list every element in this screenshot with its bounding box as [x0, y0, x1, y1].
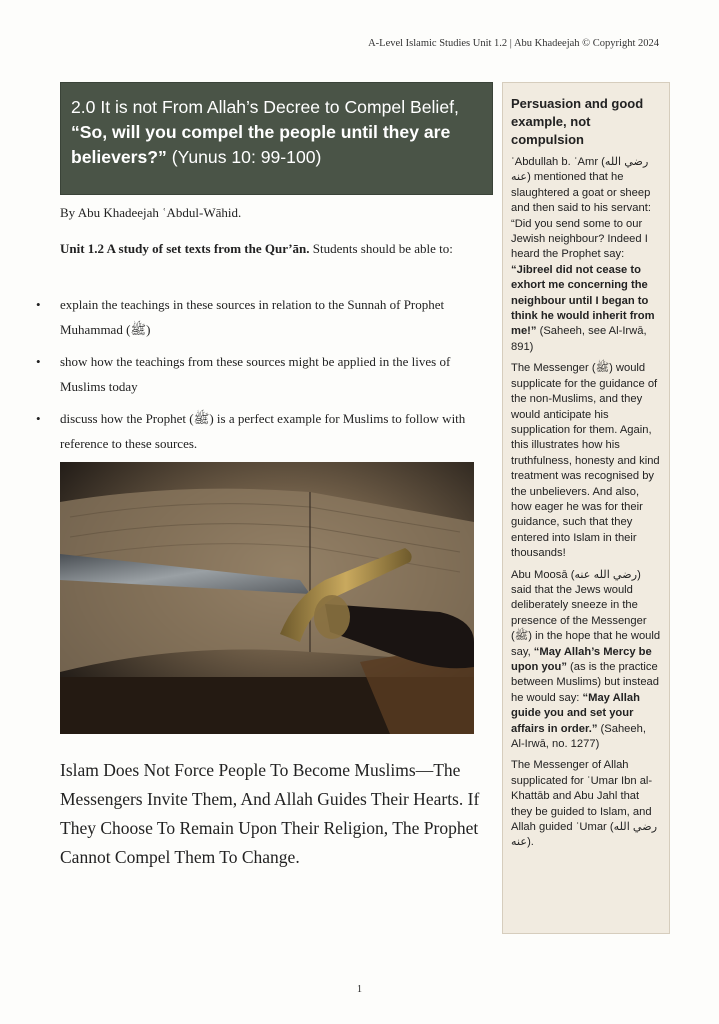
title-part2: (Yunus 10: 99-100)	[166, 147, 322, 167]
list-item	[36, 349, 485, 399]
bullet-icon: •	[36, 297, 41, 312]
sidebar-heading: Persuasion and good example, not compulsion	[511, 96, 644, 147]
sidebar-bold-text: “Jibreel did not cease to exhort me concerning the neighbour until I began to think he would inherit from me!”	[511, 263, 655, 338]
book-and-sword-photo	[60, 462, 474, 734]
unit-heading: Unit 1.2 A study of set texts from the Qur’ān.	[60, 241, 310, 256]
sidebar-paragraph	[511, 155, 661, 355]
sidebar-paragraph: The Messenger (ﷺ) would supplicate for the guidance of the non-Muslims, and they would anticipate his supplication for them. Again, this illustrates how his truthfulness, honesty and kind treatment was recognised by the unbelievers. And also, how eager he was for their guidance, such that they entered into Islam in their thousands!	[511, 362, 660, 560]
unit-intro	[60, 236, 480, 261]
objectives-list	[36, 292, 485, 463]
page-header: A-Level Islamic Studies Unit 1.2 | Abu Khadeejah © Copyright 2024	[368, 38, 659, 49]
list-item-text: explain the teachings in these sources in relation to the Sunnah of Prophet Muhammad (ﷺ)	[60, 297, 445, 337]
sidebar-box	[502, 82, 670, 934]
list-item	[36, 292, 485, 342]
author-line: By Abu Khadeejah ʿAbdul-Wāhid.	[60, 205, 242, 220]
sidebar-text: Abu Moosā (رضي الله عنه) said that the Jews would deliberately sneeze in the presence of the Messenger (ﷺ) in the hope that he would say,	[511, 568, 661, 658]
sidebar-bold-text: “May Allah’s Mercy be upon you”	[511, 645, 652, 673]
sidebar-text: (Saheeh, see Al-Irwā, 891)	[511, 325, 647, 353]
title-part1: 2.0 It is not From Allah’s Decree to Compel Belief,	[71, 97, 459, 117]
key-quote: Islam Does Not Force People To Become Muslims—The Messengers Invite Them, And Allah Guides Their Hearts. If They Choose To Remain Upon Their Religion, The Prophet Cannot Compel Them To Change.	[60, 760, 480, 867]
sidebar-text: (as is the practice between Muslims) but instead he would say:	[511, 661, 659, 704]
sidebar-bold-text: “May Allah guide you and set your affairs in order.”	[511, 691, 640, 735]
bullet-icon: •	[36, 411, 41, 426]
list-item-text: discuss how the Prophet (ﷺ) is a perfect example for Muslims to follow with reference to these sources.	[60, 411, 466, 451]
sidebar-text: ʿAbdullah b. ʿAmr (رضي الله عنه) mentioned that he slaughtered a goat or sheep and then said to his servant: “Did you send some to our Jewish neighbour? Indeed I heard the Prophet say:	[511, 156, 651, 261]
unit-rest: Students should be able to:	[309, 241, 453, 256]
title-bold-quote: “So, will you compel the people until they are believers?”	[71, 122, 451, 167]
sidebar-paragraph: The Messenger of Allah supplicated for ʿUmar Ibn al-Khattāb and Abu Jahl that they be guided to Islam, and Allah guided ʿUmar (رضي الله عنه).	[511, 759, 658, 849]
title-box	[60, 82, 493, 195]
bullet-icon: •	[36, 354, 41, 369]
list-item	[36, 406, 485, 456]
sidebar-text: (Saheeh, Al-Irwā, no. 1277)	[511, 722, 646, 751]
page-number: 1	[357, 984, 362, 995]
list-item-text: show how the teachings from these sources might be applied in the lives of Muslims today	[60, 354, 451, 394]
sidebar-paragraph	[511, 568, 661, 753]
